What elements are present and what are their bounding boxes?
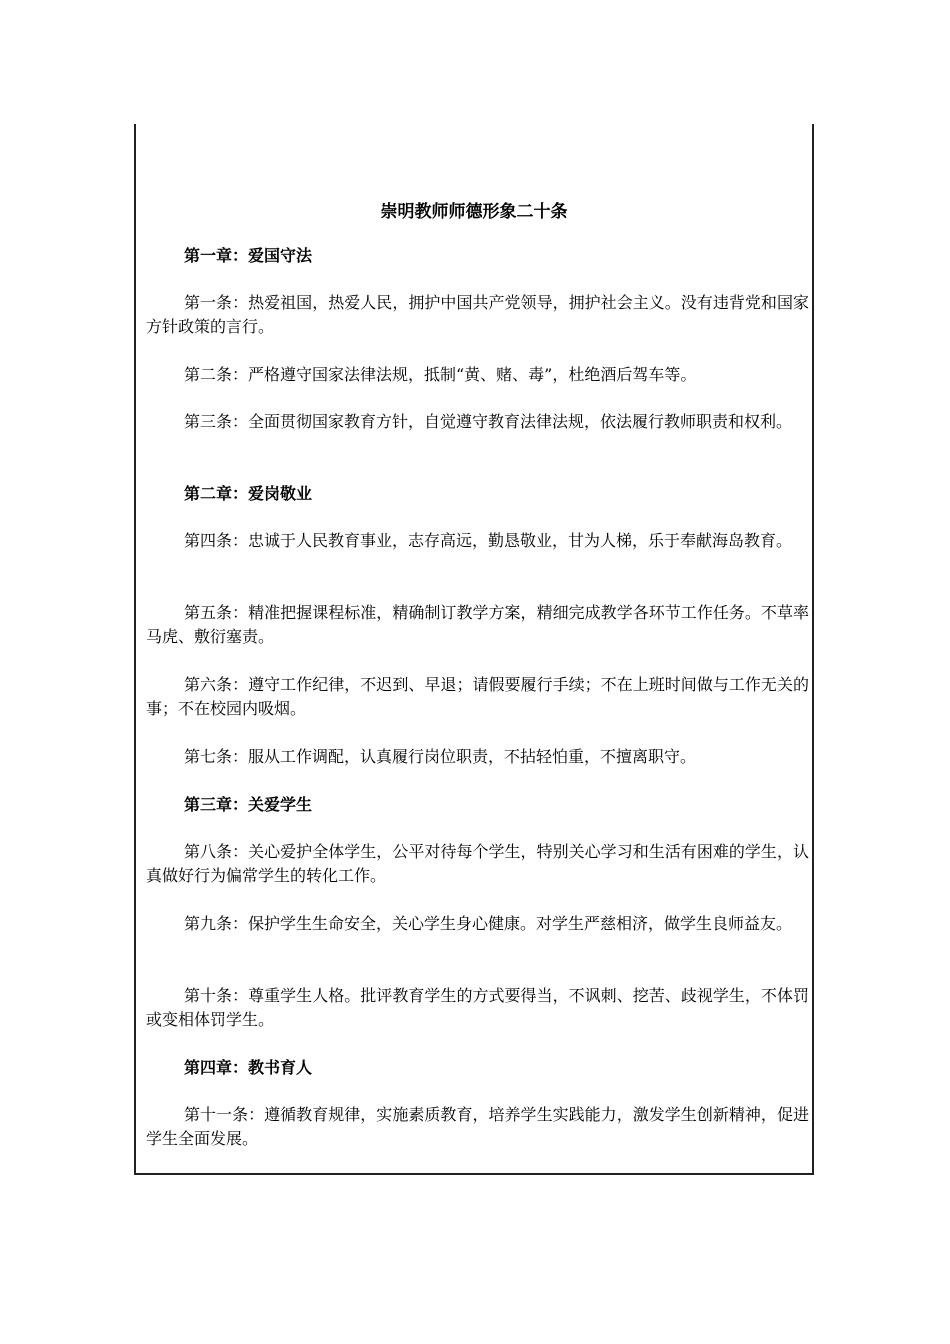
article-7: 第七条：服从工作调配，认真履行岗位职责，不拈轻怕重，不擅离职守。 [184, 747, 697, 766]
document-frame [134, 124, 814, 1175]
article-10: 第十条：尊重学生人格。批评教育学生的方式要得当，不讽刺、挖苦、歧视学生，不体罚或变相体罚学生。 [146, 986, 809, 1029]
article-11: 第十一条：遵循教育规律，实施素质教育，培养学生实践能力，激发学生创新精神，促进学生全面发展。 [146, 1105, 809, 1148]
chapter-heading-1: 第一章：爱国守法 [184, 246, 313, 265]
chapter-heading-4: 第四章：教书育人 [184, 1058, 313, 1077]
article-1: 第一条：热爱祖国，热爱人民，拥护中国共产党领导，拥护社会主义。没有违背党和国家方针政策的言行。 [146, 293, 809, 336]
document-title: 崇明教师师德形象二十条 [380, 202, 568, 222]
article-5: 第五条：精准把握课程标准，精确制订教学方案，精细完成教学各环节工作任务。不草率马虎、敷衍塞责。 [146, 603, 809, 646]
article-3: 第三条：全面贯彻国家教育方针，自觉遵守教育法律法规，依法履行教师职责和权利。 [184, 412, 793, 431]
article-8: 第八条：关心爱护全体学生，公平对待每个学生，特别关心学习和生活有困难的学生，认真做好行为偏常学生的转化工作。 [146, 842, 809, 885]
article-2: 第二条：严格遵守国家法律法规，抵制“黄、赌、毒”，杜绝酒后驾车等。 [184, 365, 697, 384]
chapter-heading-2: 第二章：爱岗敬业 [184, 484, 313, 503]
article-9: 第九条：保护学生生命安全，关心学生身心健康。对学生严慈相济，做学生良师益友。 [184, 914, 793, 933]
article-6: 第六条：遵守工作纪律，不迟到、早退；请假要履行手续；不在上班时间做与工作无关的事；不在校园内吸烟。 [146, 675, 809, 718]
chapter-heading-3: 第三章：关爱学生 [184, 795, 313, 814]
article-4: 第四条：忠诚于人民教育事业，志存高远，勤恳敬业，甘为人梯，乐于奉献海岛教育。 [184, 531, 793, 550]
